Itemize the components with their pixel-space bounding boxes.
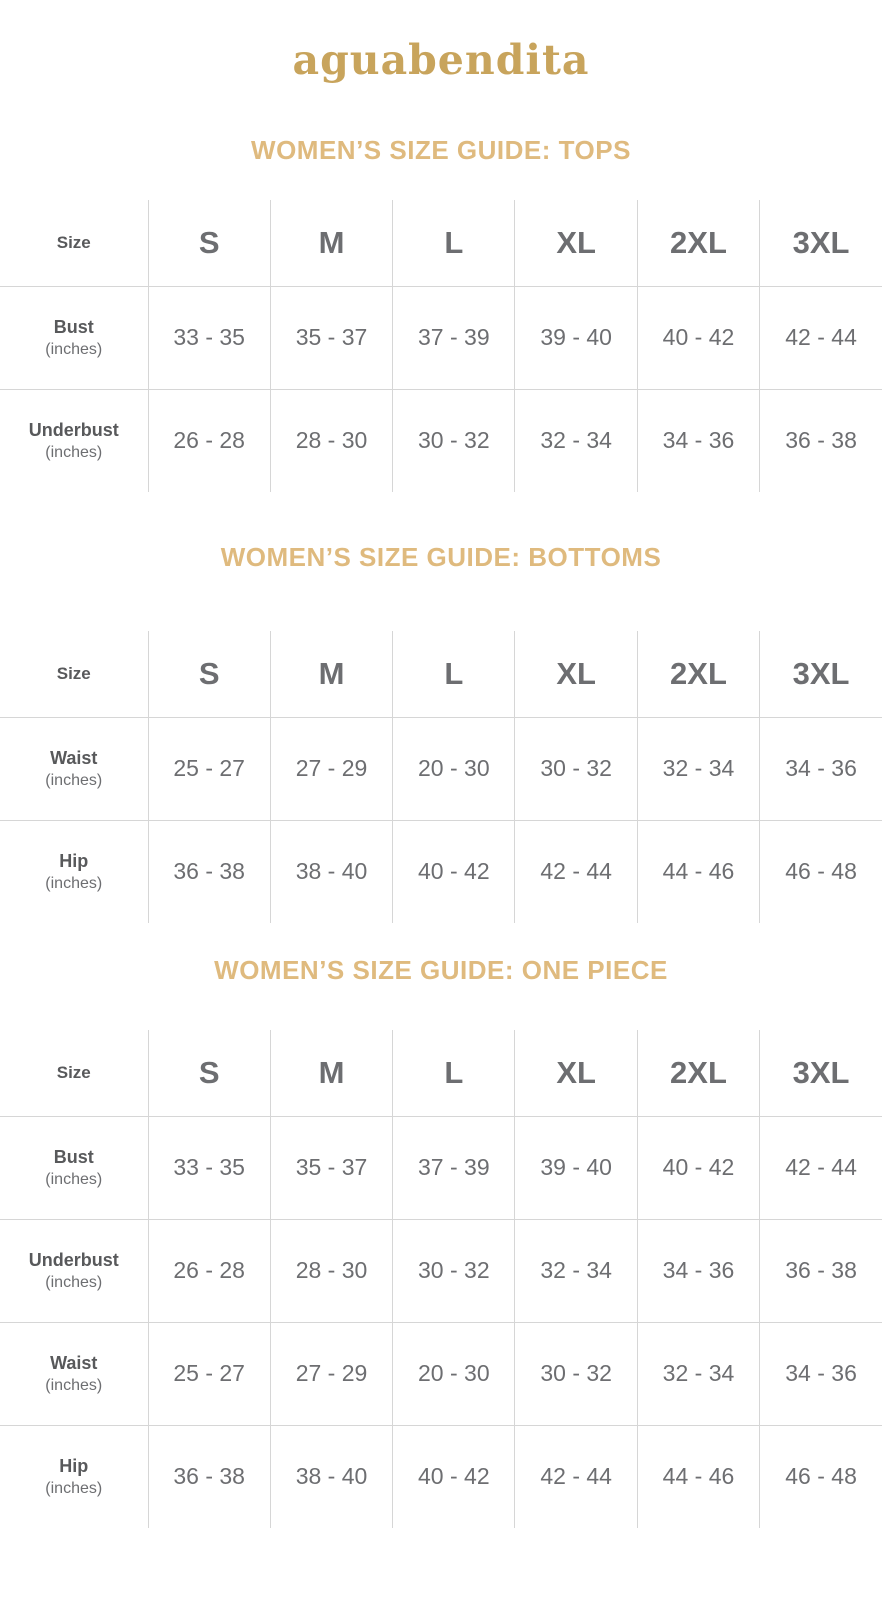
size-header-label: Size	[0, 200, 148, 286]
row-label-cell	[0, 1116, 148, 1219]
size-column-2xl: 2XL	[637, 631, 759, 717]
size-column-xl: XL	[515, 1030, 637, 1116]
table-row-underbust	[0, 389, 882, 492]
measurement-value: 20 - 30	[393, 717, 515, 820]
measurement-value: 40 - 42	[637, 286, 759, 389]
measurement-value: 36 - 38	[148, 1425, 270, 1528]
measurement-value: 30 - 32	[515, 1322, 637, 1425]
row-label: Hip	[59, 850, 89, 871]
table-row-waist	[0, 717, 882, 820]
section-title-tops: WOMEN’S SIZE GUIDE: TOPS	[251, 135, 631, 166]
size-guide-table-tops	[0, 200, 882, 492]
measurement-value: 40 - 42	[393, 1425, 515, 1528]
row-label: Bust	[53, 316, 94, 337]
row-unit: (inches)	[45, 1273, 103, 1291]
size-column-2xl: 2XL	[637, 200, 759, 286]
measurement-value: 26 - 28	[148, 389, 270, 492]
size-column-3xl: 3XL	[760, 1030, 882, 1116]
measurement-value: 42 - 44	[760, 1116, 882, 1219]
measurement-value: 30 - 32	[515, 717, 637, 820]
row-label-cell	[0, 717, 148, 820]
measurement-value: 36 - 38	[760, 1219, 882, 1322]
measurement-value: 38 - 40	[270, 820, 392, 923]
measurement-value: 34 - 36	[760, 1322, 882, 1425]
row-unit: (inches)	[45, 1170, 103, 1188]
measurement-value: 34 - 36	[637, 389, 759, 492]
size-column-l: L	[393, 1030, 515, 1116]
measurement-value: 28 - 30	[270, 389, 392, 492]
measurement-value: 35 - 37	[270, 1116, 392, 1219]
size-column-xl: XL	[515, 631, 637, 717]
size-column-3xl: 3XL	[760, 631, 882, 717]
row-unit: (inches)	[45, 771, 103, 789]
table-row-bust	[0, 286, 882, 389]
measurement-value: 25 - 27	[148, 1322, 270, 1425]
row-label-cell	[0, 820, 148, 923]
measurement-value: 27 - 29	[270, 717, 392, 820]
measurement-value: 30 - 32	[393, 1219, 515, 1322]
measurement-value: 42 - 44	[515, 1425, 637, 1528]
row-unit: (inches)	[45, 875, 103, 893]
row-label: Waist	[50, 1352, 98, 1373]
measurement-value: 20 - 30	[393, 1322, 515, 1425]
row-label-cell	[0, 389, 148, 492]
table-row-hip	[0, 820, 882, 923]
row-label: Underbust	[28, 419, 119, 440]
row-unit: (inches)	[45, 340, 103, 358]
size-column-l: L	[393, 631, 515, 717]
measurement-value: 32 - 34	[515, 1219, 637, 1322]
row-label: Underbust	[28, 1249, 119, 1270]
row-unit: (inches)	[45, 1480, 103, 1498]
size-column-s: S	[148, 200, 270, 286]
row-label: Bust	[53, 1146, 94, 1167]
table-row-hip	[0, 1425, 882, 1528]
size-column-m: M	[270, 1030, 392, 1116]
table-row-bust	[0, 1116, 882, 1219]
measurement-value: 30 - 32	[393, 389, 515, 492]
measurement-value: 37 - 39	[393, 286, 515, 389]
header-row	[0, 1030, 882, 1116]
section-title-one-piece: WOMEN’S SIZE GUIDE: ONE PIECE	[214, 955, 668, 986]
row-unit: (inches)	[45, 1376, 103, 1394]
size-header-label: Size	[0, 1030, 148, 1116]
row-label-cell	[0, 286, 148, 389]
size-column-m: M	[270, 200, 392, 286]
table-row-waist	[0, 1322, 882, 1425]
size-column-3xl: 3XL	[760, 200, 882, 286]
measurement-value: 34 - 36	[637, 1219, 759, 1322]
measurement-value: 34 - 36	[760, 717, 882, 820]
row-label-cell	[0, 1322, 148, 1425]
measurement-value: 28 - 30	[270, 1219, 392, 1322]
measurement-value: 36 - 38	[760, 389, 882, 492]
measurement-value: 37 - 39	[393, 1116, 515, 1219]
measurement-value: 32 - 34	[515, 389, 637, 492]
measurement-value: 27 - 29	[270, 1322, 392, 1425]
measurement-value: 25 - 27	[148, 717, 270, 820]
measurement-value: 40 - 42	[393, 820, 515, 923]
measurement-value: 42 - 44	[515, 820, 637, 923]
row-label: Hip	[59, 1455, 89, 1476]
measurement-value: 44 - 46	[637, 1425, 759, 1528]
size-column-m: M	[270, 631, 392, 717]
row-label: Waist	[50, 747, 98, 768]
size-guide-table-one-piece	[0, 1030, 882, 1528]
measurement-value: 35 - 37	[270, 286, 392, 389]
measurement-value: 46 - 48	[760, 1425, 882, 1528]
measurement-value: 32 - 34	[637, 717, 759, 820]
size-column-s: S	[148, 631, 270, 717]
measurement-value: 46 - 48	[760, 820, 882, 923]
size-header-label: Size	[0, 631, 148, 717]
size-column-xl: XL	[515, 200, 637, 286]
row-unit: (inches)	[45, 444, 103, 462]
measurement-value: 26 - 28	[148, 1219, 270, 1322]
measurement-value: 32 - 34	[637, 1322, 759, 1425]
measurement-value: 39 - 40	[515, 1116, 637, 1219]
row-label-cell	[0, 1219, 148, 1322]
size-column-s: S	[148, 1030, 270, 1116]
row-label-cell	[0, 1425, 148, 1528]
measurement-value: 36 - 38	[148, 820, 270, 923]
measurement-value: 38 - 40	[270, 1425, 392, 1528]
measurement-value: 40 - 42	[637, 1116, 759, 1219]
size-column-l: L	[393, 200, 515, 286]
measurement-value: 33 - 35	[148, 286, 270, 389]
measurement-value: 42 - 44	[760, 286, 882, 389]
header-row	[0, 631, 882, 717]
section-title-bottoms: WOMEN’S SIZE GUIDE: BOTTOMS	[220, 542, 662, 573]
measurement-value: 33 - 35	[148, 1116, 270, 1219]
size-guide-table-bottoms	[0, 631, 882, 923]
size-column-2xl: 2XL	[637, 1030, 759, 1116]
measurement-value: 44 - 46	[637, 820, 759, 923]
measurement-value: 39 - 40	[515, 286, 637, 389]
header-row	[0, 200, 882, 286]
table-row-underbust	[0, 1219, 882, 1322]
brand-logo: aguabendita	[292, 36, 590, 84]
